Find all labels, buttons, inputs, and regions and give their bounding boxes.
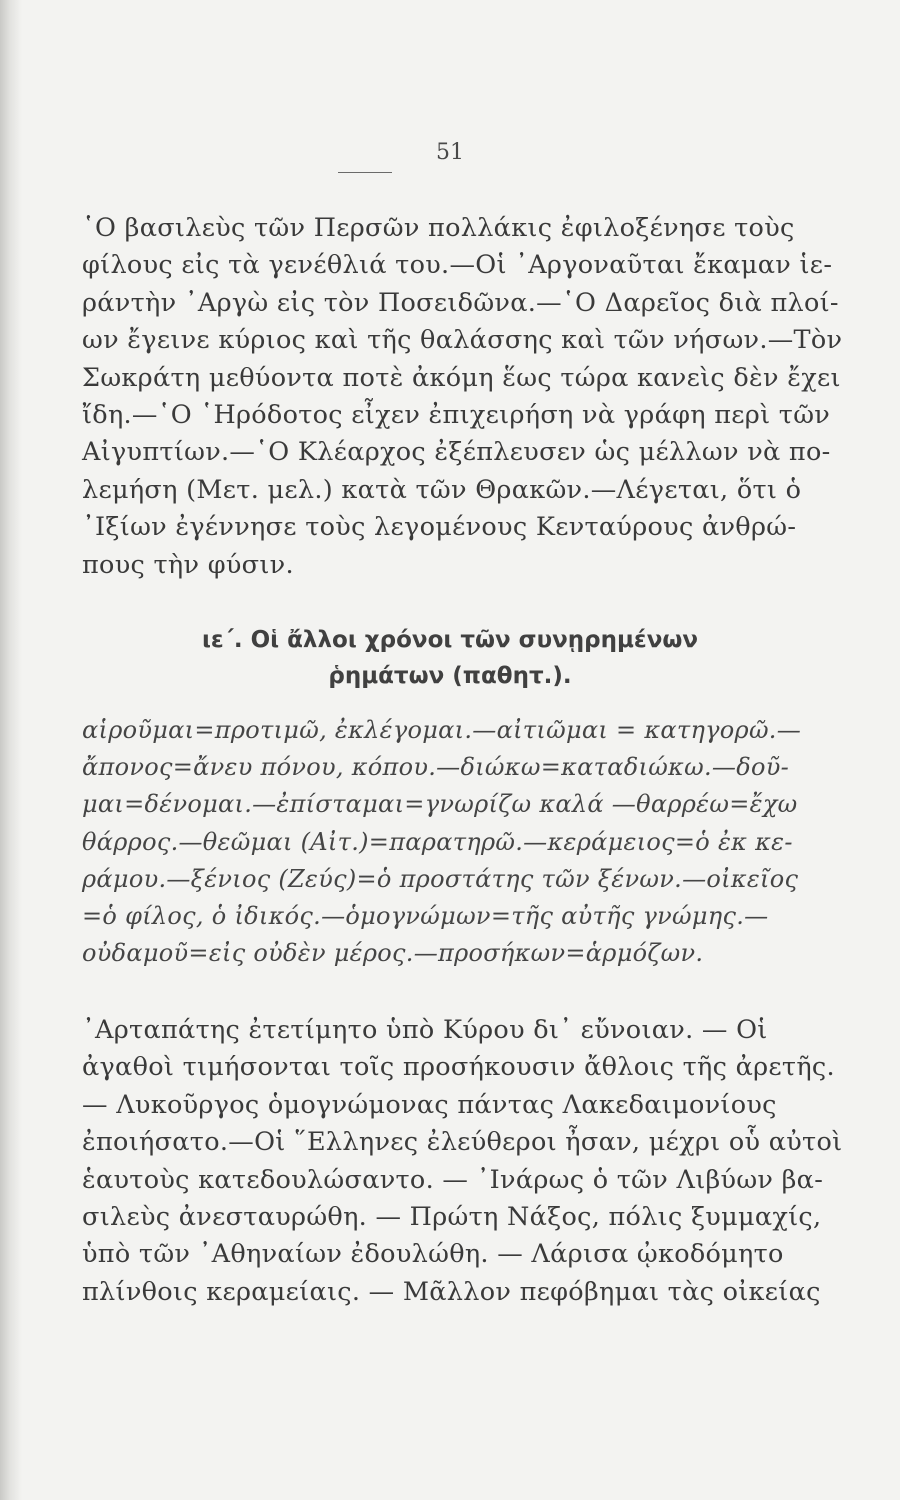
- text-line: ἴδη.—῾Ο ῾Ηρόδοτος εἶχεν ἐπιχειρήση νὰ γράφη περὶ τῶν: [82, 400, 831, 431]
- page-number-rule: [338, 172, 392, 173]
- text-line: Αἰγυπτίων.—῾Ο Κλέαρχος ἐξέπλευσεν ὡς μέλλων νὰ πο-: [82, 437, 831, 468]
- text-line: — Λυκοῦργος ὁμογνώμονας πάντας Λακεδαιμονίους: [82, 1089, 777, 1120]
- text-line: ῾Ο βασιλεὺς τῶν Περσῶν πολλάκις ἐφιλοξένησε τοὺς: [82, 213, 795, 243]
- vocabulary-line: αἱροῦμαι=προτιμῶ, ἐκλέγομαι.—αἰτιῶμαι = κατηγορῶ.—: [82, 716, 802, 744]
- page-number: 51: [436, 140, 464, 165]
- vocabulary-line: ράμου.—ξένιος (Ζεύς)=ὁ προστάτης τῶν ξένων.—οἰκεῖος: [82, 864, 799, 893]
- heading-line: ῥημάτων (παθητ.).: [328, 663, 572, 689]
- text-line: ων ἔγεινε κύριος καὶ τῆς θαλάσσης καὶ τῶν νήσων.—Τὸν: [82, 325, 843, 356]
- text-line: ἐποιήσατο.—Οἱ ῞Ελληνες ἐλεύθεροι ἦσαν, μέχρι οὗ αὐτοὶ: [82, 1127, 843, 1158]
- text-line: σιλεὺς ἀνεσταυρώθη. — Πρώτη Νάξος, πόλις ξυμμαχίς,: [82, 1202, 822, 1233]
- vocabulary-list: [82, 712, 802, 972]
- text-line: λεμήση (Μετ. μελ.) κατὰ τῶν Θρακῶν.—Λέγεται, ὅτι ὁ: [82, 474, 802, 505]
- vocabulary-line: ἄπονος=ἄνευ πόνου, κόπου.—διώκω=καταδιώκω.—δοῦ-: [82, 753, 789, 782]
- exercise-paragraph-1: [82, 210, 843, 584]
- text-line: φίλους εἰς τὰ γενέθλιά του.—Οἱ ᾿Αργοναῦται ἔκαμαν ἱε-: [82, 250, 833, 281]
- text-line: ᾿Αρταπάτης ἐτετίμητο ὑπὸ Κύρου δι᾿ εὔνοιαν. — Οἱ: [82, 1015, 768, 1045]
- text-line: Σωκράτη μεθύοντα ποτὲ ἀκόμη ἕως τώρα κανεὶς δὲν ἔχει: [82, 362, 841, 393]
- text-line: ράντὴν ᾿Αργὼ εἰς τὸν Ποσειδῶνα.—῾Ο Δαρεῖος διὰ πλοί-: [82, 287, 839, 318]
- spine-shadow: [0, 0, 22, 1500]
- vocabulary-line: μαι=δένομαι.—ἐπίσταμαι=γνωρίζω καλά —θαρρέω=ἔχω: [82, 790, 798, 819]
- vocabulary-line: θάρρος.—θεῶμαι (Αἰτ.)=παρατηρῶ.—κεράμειος=ὁ ἐκ κε-: [82, 827, 793, 856]
- vocabulary-line: οὐδαμοῦ=εἰς οὐδὲν μέρος.—προσήκων=ἁρμόζων.: [82, 939, 704, 968]
- heading-line: ιε΄. Οἱ ἄλλοι χρόνοι τῶν συνῃρημένων: [201, 627, 699, 653]
- text-line: ᾿Ιξίων ἐγέννησε τοὺς λεγομένους Κενταύρους ἀνθρώ-: [82, 512, 797, 543]
- text-line: πους τὴν φύσιν.: [82, 549, 294, 580]
- vocabulary-line: =ὁ φίλος, ὁ ἰδικός.—ὁμογνώμων=τῆς αὐτῆς γνώμης.—: [82, 902, 769, 931]
- text-line: ἑαυτοὺς κατεδουλώσαντο. — ᾿Ινάρως ὁ τῶν Λιβύων βα-: [82, 1164, 824, 1195]
- text-line: ἀγαθοὶ τιμήσονται τοῖς προσήκουσιν ἄθλοις τῆς ἀρετῆς.: [82, 1052, 835, 1083]
- text-line: ὑπὸ τῶν ᾿Αθηναίων ἐδουλώθη. — Λάρισα ᾠκοδόμητο: [82, 1239, 784, 1270]
- section-heading: [0, 622, 900, 694]
- exercise-paragraph-2: [82, 1012, 843, 1311]
- text-line: πλίνθοις κεραμείαις. — Μᾶλλον πεφόβημαι τὰς οἰκείας: [82, 1276, 821, 1307]
